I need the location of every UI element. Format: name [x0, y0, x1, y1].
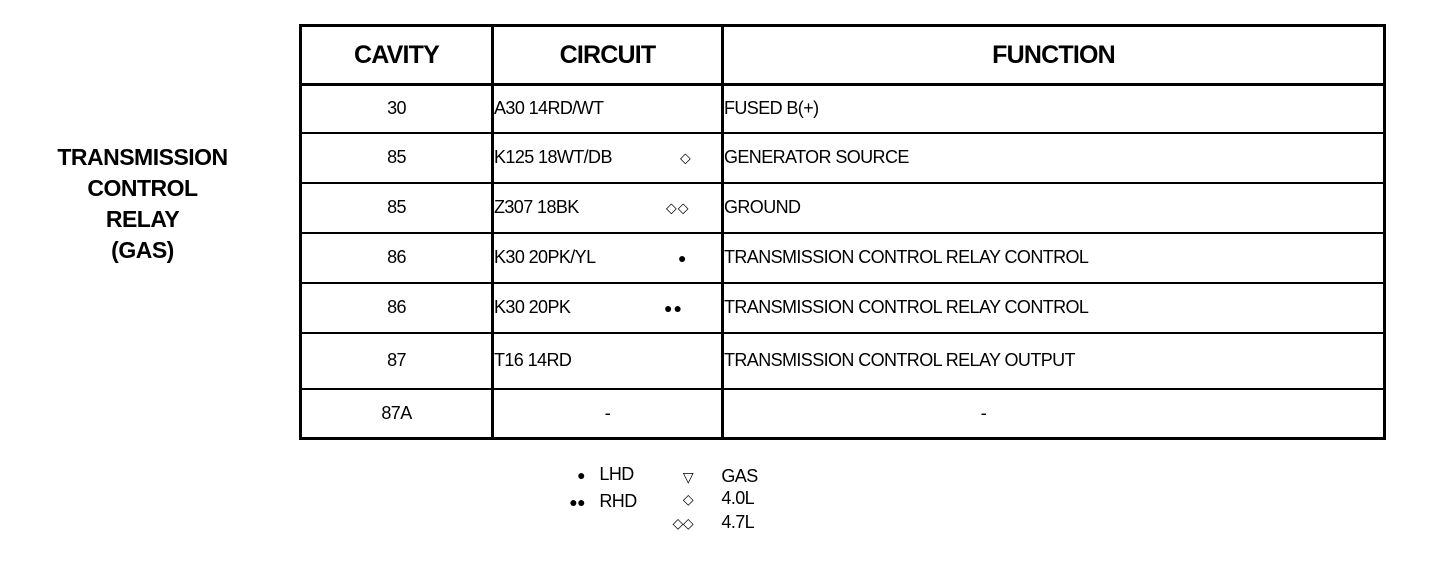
circuit-label: K30 20PK/YL	[494, 247, 596, 267]
double-diamond-icon: ◇◇	[672, 515, 693, 531]
function-cell: GROUND	[723, 183, 1385, 233]
header-cavity: CAVITY	[301, 26, 493, 85]
legend-label: GAS	[721, 466, 758, 486]
table-row	[301, 333, 1385, 389]
double-diamond-icon: ◇◇	[666, 199, 690, 215]
circuit-cell	[493, 85, 723, 133]
circuit-label: A30 14RD/WT	[494, 98, 604, 119]
circuit-cell	[493, 283, 723, 333]
legend-label: RHD	[599, 491, 637, 511]
cavity-cell: 30	[301, 85, 493, 133]
connector-title-line-4: (GAS)	[111, 237, 174, 263]
legend-gas	[655, 466, 758, 487]
legend-label: LHD	[599, 464, 634, 484]
legend-label: 4.7L	[721, 512, 755, 532]
table-row	[301, 183, 1385, 233]
circuit-cell	[493, 233, 723, 283]
table-row	[301, 85, 1385, 133]
circuit-label: Z307 18BK	[494, 197, 579, 217]
dot-icon: ●	[678, 249, 688, 266]
function-cell: -	[723, 389, 1385, 439]
cavity-cell: 85	[301, 133, 493, 183]
connector-title-line-2: CONTROL	[87, 175, 198, 201]
function-cell: TRANSMISSION CONTROL RELAY OUTPUT	[723, 333, 1385, 389]
legend-lhd	[540, 464, 634, 485]
triangle-down-icon: ▽	[682, 469, 693, 485]
legend-4-7l	[655, 512, 754, 533]
diamond-icon: ◇	[682, 491, 693, 507]
table-row	[301, 133, 1385, 183]
circuit-label: K30 20PK	[494, 297, 571, 317]
cavity-cell: 85	[301, 183, 493, 233]
cavity-cell: 86	[301, 233, 493, 283]
legend-4-0l	[655, 488, 754, 509]
double-dot-icon: ●●	[664, 299, 683, 316]
table-header-row	[301, 26, 1385, 85]
table-row	[301, 389, 1385, 439]
legend-rhd	[540, 491, 637, 512]
function-cell: GENERATOR SOURCE	[723, 133, 1385, 183]
legend-label: 4.0L	[721, 488, 755, 508]
circuit-cell	[493, 133, 723, 183]
cavity-cell: 87	[301, 333, 493, 389]
connector-title-line-1: TRANSMISSION	[57, 144, 228, 170]
double-dot-icon: ●●	[569, 494, 585, 510]
header-circuit: CIRCUIT	[493, 26, 723, 85]
function-cell: FUSED B(+)	[723, 85, 1385, 133]
function-cell: TRANSMISSION CONTROL RELAY CONTROL	[723, 283, 1385, 333]
cavity-cell: 87A	[301, 389, 493, 439]
dot-icon: ●	[577, 467, 585, 483]
diamond-icon: ◇	[680, 149, 692, 165]
circuit-cell: -	[493, 389, 723, 439]
circuit-label: T16 14RD	[494, 350, 572, 370]
cavity-cell: 86	[301, 283, 493, 333]
circuit-cell	[493, 333, 723, 389]
circuit-label: K125 18WT/DB	[494, 147, 612, 167]
circuit-cell	[493, 183, 723, 233]
table-row	[301, 283, 1385, 333]
connector-title-line-3: RELAY	[105, 206, 180, 232]
connector-title	[40, 142, 245, 266]
table-row	[301, 233, 1385, 283]
pinout-table	[299, 24, 1386, 440]
header-function: FUNCTION	[723, 26, 1385, 85]
function-cell: TRANSMISSION CONTROL RELAY CONTROL	[723, 233, 1385, 283]
